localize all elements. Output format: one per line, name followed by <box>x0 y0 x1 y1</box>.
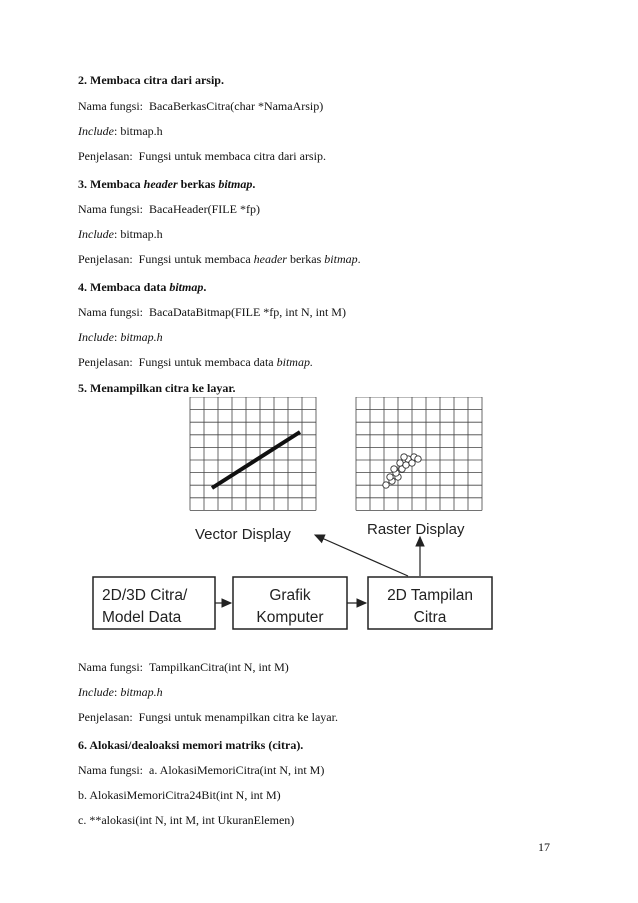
include-value: bitmap.h <box>120 685 163 699</box>
description-value: Fungsi untuk menampilkan citra ke layar. <box>138 710 338 724</box>
raster-display-label: Raster Display <box>367 521 465 538</box>
function-label: Nama fungsi: <box>78 305 143 319</box>
include-label: Include <box>78 685 114 699</box>
box-display-image-line1: 2D Tampilan <box>387 587 473 604</box>
vector-display-grid <box>190 397 316 510</box>
raster-pixel <box>409 460 415 466</box>
function-label: Nama fungsi: <box>78 99 143 113</box>
raster-pixel <box>415 456 421 462</box>
include-value: bitmap.h <box>120 227 163 241</box>
section-4-description: Penjelasan: Fungsi untuk membaca data bitmap. <box>78 355 313 369</box>
raster-pixel-dots <box>383 454 421 488</box>
function-value: a. AlokasiMemoriCitra(int N, int M) <box>149 763 325 777</box>
raster-pixel <box>403 462 409 468</box>
include-label: Include <box>78 124 114 138</box>
section-3-function-name <box>78 202 260 216</box>
include-label: Include <box>78 227 114 241</box>
section-5-include: Include: bitmap.h <box>78 685 163 699</box>
section-2-include: Include: bitmap.h <box>78 124 163 138</box>
box-model-data-line2: Model Data <box>102 609 182 626</box>
box-computer-graphics-line1: Grafik <box>269 587 311 604</box>
section-2-function-name <box>78 99 323 113</box>
section-4-function-name <box>78 305 346 319</box>
include-value: bitmap.h <box>120 330 163 344</box>
section-3-heading: 3. Membaca header berkas bitmap. <box>78 177 256 191</box>
section-4-include: Include: bitmap.h <box>78 330 163 344</box>
box-model-data-line1: 2D/3D Citra/ <box>102 587 188 604</box>
description-value: Fungsi untuk membaca citra dari arsip. <box>138 149 326 163</box>
description-label: Penjelasan: <box>78 252 133 266</box>
function-value: BacaBerkasCitra(char *NamaArsip) <box>149 99 324 113</box>
raster-pixel <box>387 474 393 480</box>
function-value: BacaDataBitmap(FILE *fp, int N, int M) <box>149 305 346 319</box>
display-pipeline-figure <box>90 397 530 637</box>
arrow-to-vector <box>315 535 408 576</box>
function-value: TampilkanCitra(int N, int M) <box>149 660 289 674</box>
section-6-heading: 6. Alokasi/dealoaksi memori matriks (citra). <box>78 738 304 752</box>
description-label: Penjelasan: <box>78 355 133 369</box>
vector-display-label: Vector Display <box>195 526 291 543</box>
section-4-heading: 4. Membaca data bitmap. <box>78 280 207 294</box>
section-5-heading: 5. Menampilkan citra ke layar. <box>78 381 236 395</box>
box-display-image-line2: Citra <box>413 609 447 626</box>
function-value: BacaHeader(FILE *fp) <box>149 202 260 216</box>
section-5-description <box>78 710 338 724</box>
include-value: bitmap.h <box>120 124 163 138</box>
description-label: Penjelasan: <box>78 149 133 163</box>
function-label: Nama fungsi: <box>78 660 143 674</box>
section-2-heading: 2. Membaca citra dari arsip. <box>78 73 224 87</box>
section-6-function-b: b. AlokasiMemoriCitra24Bit(int N, int M) <box>78 788 281 802</box>
section-3-description: Penjelasan: Fungsi untuk membaca header berkas bitmap. <box>78 252 361 266</box>
section-2-description <box>78 149 326 163</box>
include-label: Include <box>78 330 114 344</box>
function-label: Nama fungsi: <box>78 202 143 216</box>
raster-pixel <box>391 466 397 472</box>
box-computer-graphics-line2: Komputer <box>256 609 324 626</box>
raster-display-grid <box>356 397 482 510</box>
raster-pixel <box>401 454 407 460</box>
raster-pixel <box>383 482 389 488</box>
section-3-include: Include: bitmap.h <box>78 227 163 241</box>
section-6-function-c: c. **alokasi(int N, int M, int UkuranElemen) <box>78 813 295 827</box>
section-6-function-a <box>78 763 324 777</box>
page-number: 17 <box>538 840 550 854</box>
description-label: Penjelasan: <box>78 710 133 724</box>
function-label: Nama fungsi: <box>78 763 143 777</box>
section-5-function-name <box>78 660 289 674</box>
raster-pixel <box>397 460 403 466</box>
